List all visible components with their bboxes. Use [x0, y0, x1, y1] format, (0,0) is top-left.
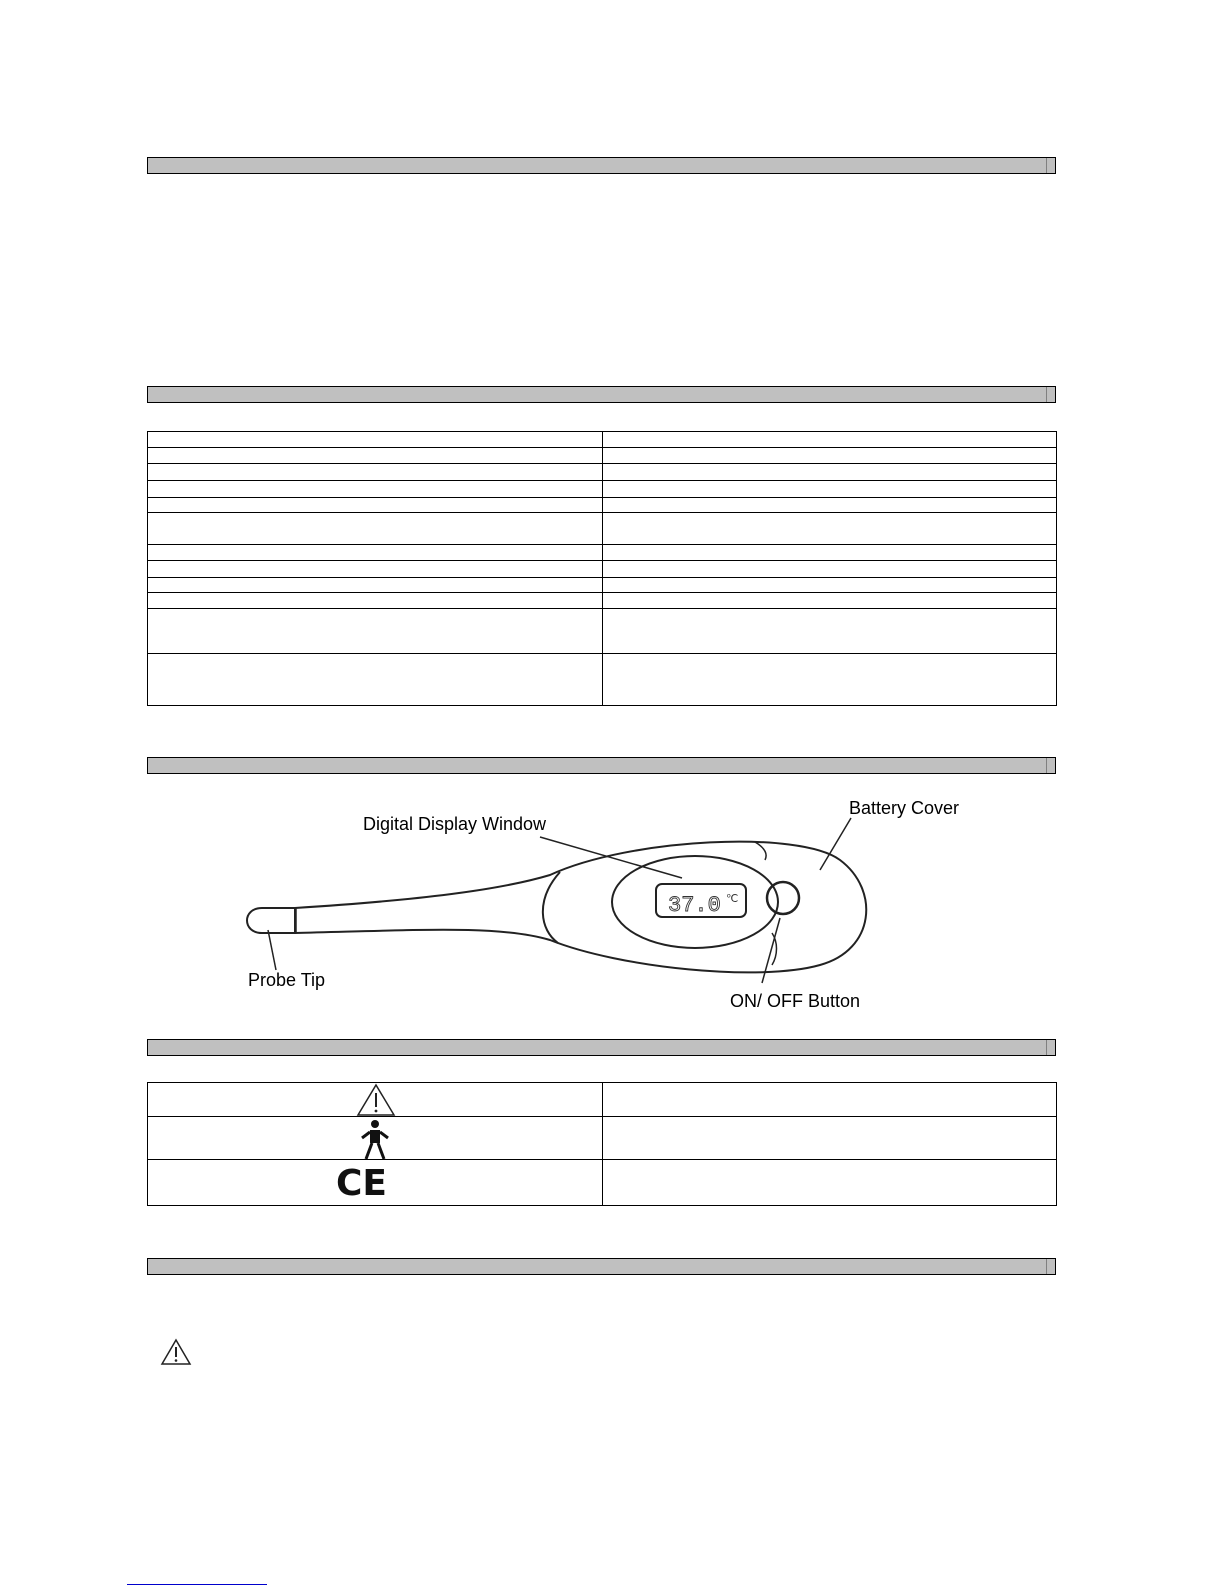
grip-ring	[543, 872, 560, 943]
table-row	[148, 464, 1057, 481]
section-bar-1	[147, 157, 1056, 174]
table-row	[148, 609, 1057, 654]
label-on-off-button: ON/ OFF Button	[730, 991, 861, 1011]
leader-battery	[820, 818, 851, 870]
table-row	[148, 513, 1057, 545]
label-probe-tip: Probe Tip	[248, 970, 326, 990]
lcd-reading: 37.0	[668, 893, 721, 918]
warning-triangle-icon	[160, 1338, 192, 1366]
table-row	[148, 1117, 1057, 1160]
table-row	[148, 448, 1057, 464]
table-row	[148, 654, 1057, 706]
symbols-table	[147, 1082, 1057, 1206]
section-bar-4	[147, 1039, 1056, 1056]
type-bf-applied-part-icon	[358, 1118, 392, 1160]
table-row	[148, 1160, 1057, 1206]
label-display-window: Digital Display Window	[363, 814, 547, 834]
battery-cover-seam-top	[755, 842, 766, 860]
section-bar-2	[147, 386, 1056, 403]
table-row	[148, 481, 1057, 498]
probe-tip-shape	[247, 908, 296, 933]
table-row	[148, 498, 1057, 513]
table-row	[148, 593, 1057, 609]
warning-triangle-icon	[356, 1083, 396, 1117]
leader-probe	[268, 930, 276, 970]
section-bar-5	[147, 1258, 1056, 1275]
table-row	[148, 1083, 1057, 1117]
svg-text:CE: CE	[336, 1163, 388, 1202]
on-off-button-shape	[767, 882, 799, 914]
table-row	[148, 432, 1057, 448]
specifications-table	[147, 431, 1057, 706]
label-battery-cover: Battery Cover	[849, 798, 960, 818]
thermometer-body	[295, 842, 866, 973]
lcd-unit: ℃	[726, 893, 739, 905]
table-row	[148, 545, 1057, 561]
leader-display	[540, 837, 682, 878]
table-row	[148, 578, 1057, 593]
section-bar-3	[147, 757, 1056, 774]
ce-mark-icon	[334, 1162, 390, 1202]
table-row	[148, 561, 1057, 578]
